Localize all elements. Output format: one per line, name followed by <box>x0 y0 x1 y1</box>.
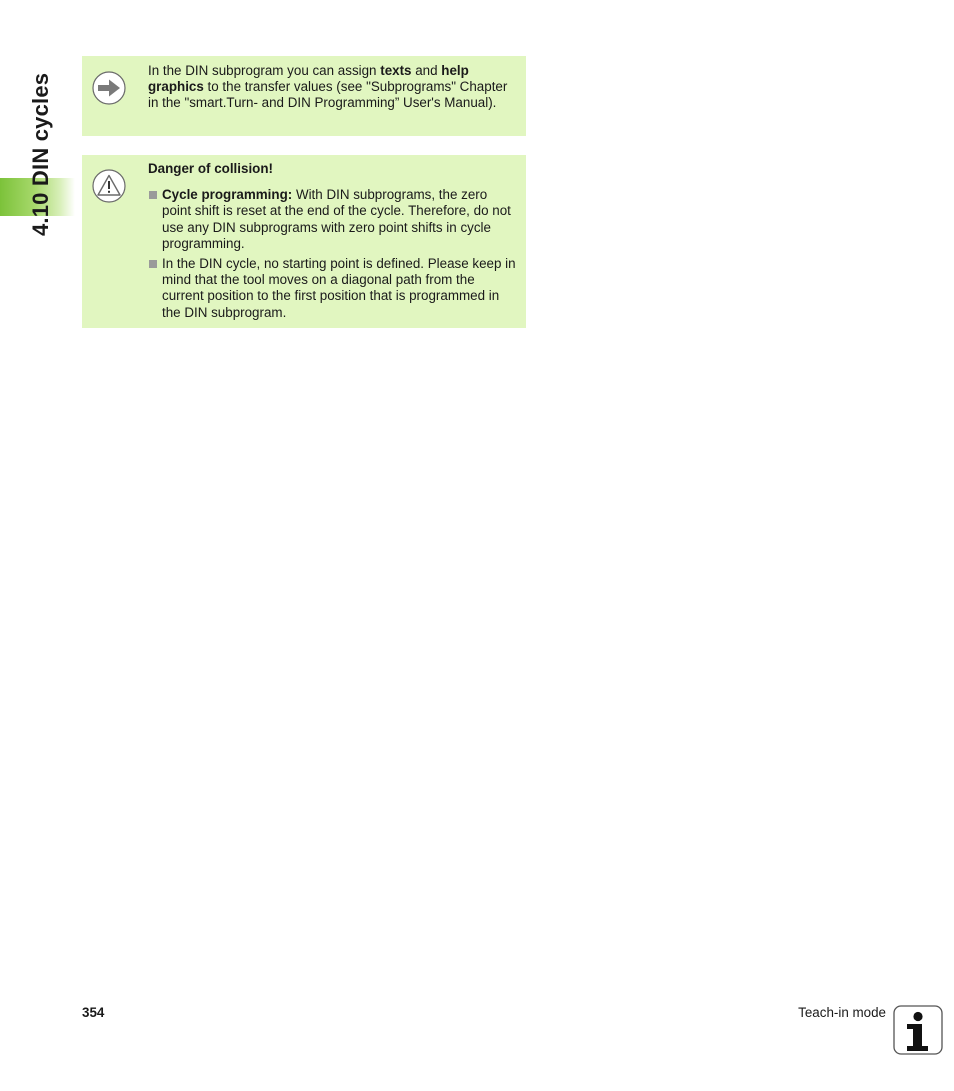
info-icon <box>893 1005 943 1055</box>
info-note-text: In the DIN subprogram you can assign texts and help graphics to the transfer values (see "Subprograms" Chapter in the "smart.Turn- and DIN Programming” User's Manual). <box>148 63 508 111</box>
bullet-square-icon <box>149 260 157 268</box>
footer-chapter-title: Teach-in mode <box>798 1005 886 1020</box>
warning-bullet: In the DIN cycle, no starting point is defined. Please keep in mind that the tool moves on a diagonal path from the current position to the first position that is programmed in the DIN subprogram. <box>148 256 516 321</box>
page-number: 354 <box>82 1005 105 1020</box>
info-note <box>82 56 526 136</box>
warning-triangle-icon <box>92 169 126 203</box>
bullet-square-icon <box>149 191 157 199</box>
warning-bullet: Cycle programming: With DIN subprograms, the zero point shift is reset at the end of the cycle. Therefore, do not use any DIN subprograms with zero point shifts in cycle programming. <box>148 187 516 252</box>
section-title: 4.10 DIN cycles <box>28 72 53 236</box>
warning-title: Danger of collision! <box>148 161 273 176</box>
arrow-right-icon <box>92 71 126 105</box>
warning-note <box>82 155 526 328</box>
warning-note-body <box>148 161 516 325</box>
